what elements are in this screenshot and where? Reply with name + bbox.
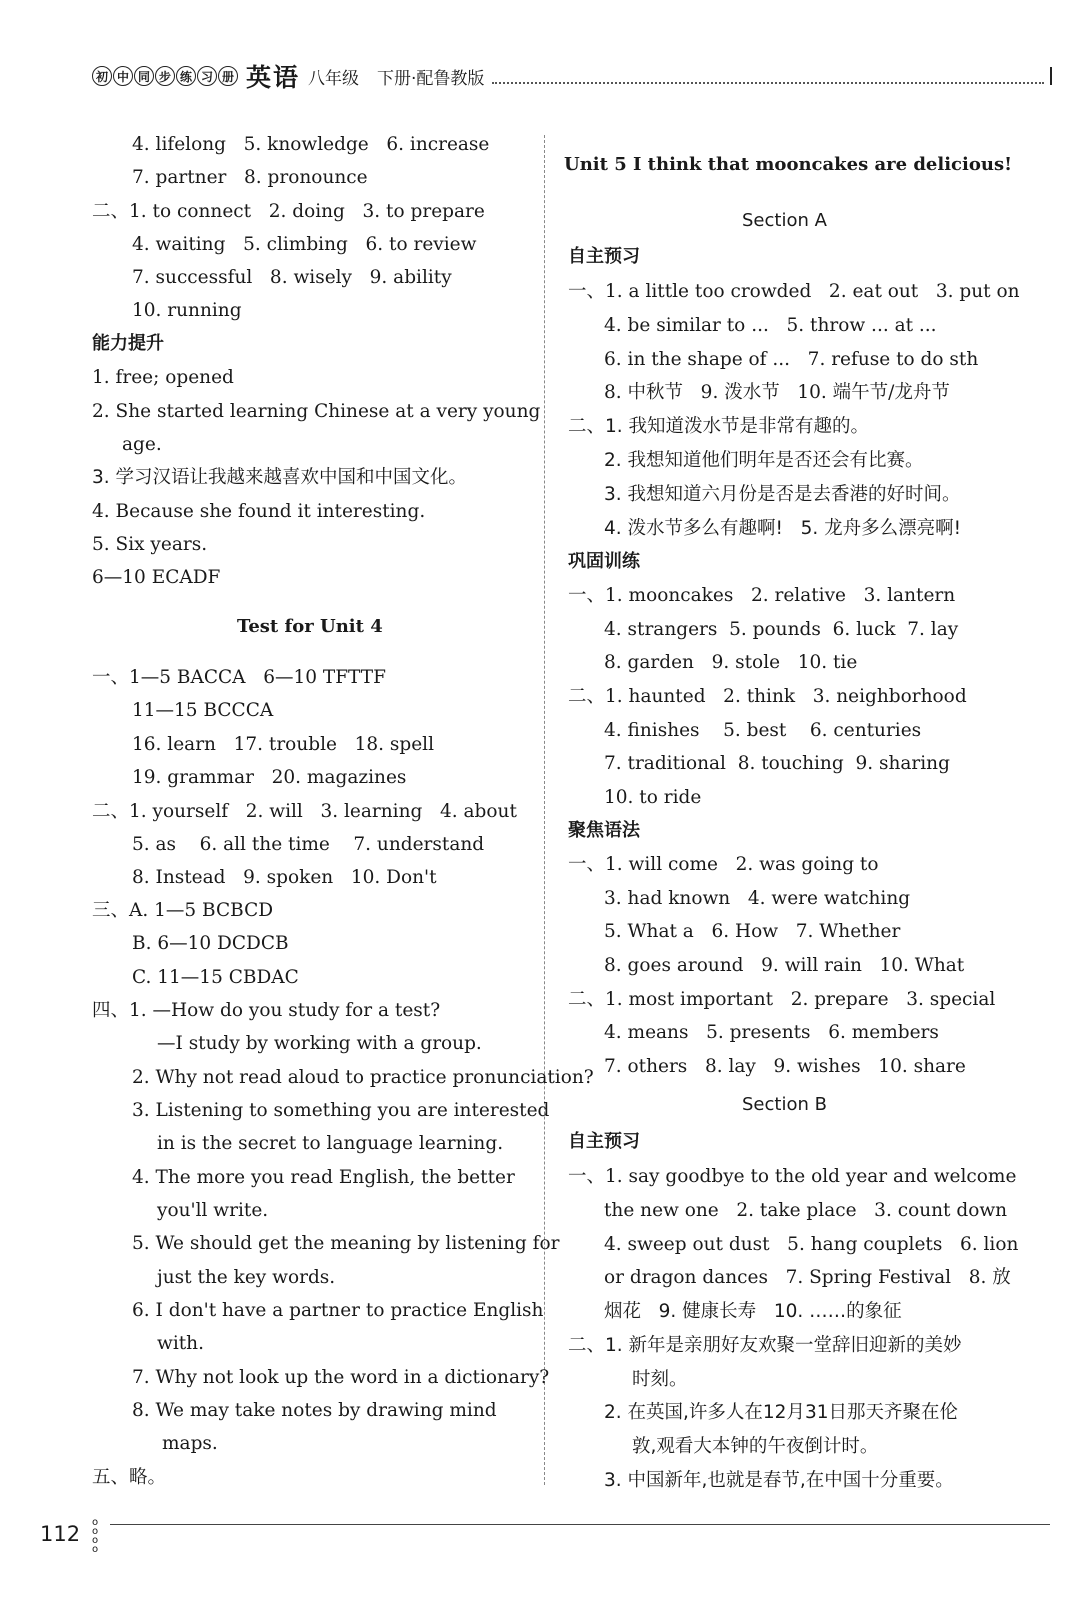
answer-line: 一、1. mooncakes 2. relative 3. lantern bbox=[568, 585, 956, 606]
answer-line: 二、1. haunted 2. think 3. neighborhood bbox=[568, 686, 967, 707]
answer-line: 5. What a 6. How 7. Whether bbox=[604, 921, 901, 942]
answer-line: 4. finishes 5. best 6. centuries bbox=[604, 720, 922, 741]
answer-line: 2. 在英国,许多人在12月31日那天齐聚在伦 bbox=[604, 1402, 958, 1423]
answer-line: 10. to ride bbox=[604, 787, 702, 808]
answer-line: 二、1. 我知道泼水节是非常有趣的。 bbox=[568, 416, 870, 437]
answer-line: 一、1. say goodbye to the old year and welcome bbox=[568, 1166, 1017, 1187]
answer-line: 6—10 ECADF bbox=[92, 567, 221, 588]
answer-line: C. 11—15 CBDAC bbox=[132, 967, 299, 988]
answer-line: 4. means 5. presents 6. members bbox=[604, 1022, 939, 1043]
brand-char: 初 bbox=[92, 66, 112, 86]
answer-line: just the key words. bbox=[157, 1267, 336, 1288]
answer-line: 一、1—5 BACCA 6—10 TFTTF bbox=[92, 667, 386, 688]
subject-title: 英语 bbox=[246, 63, 301, 92]
answer-line: 7. others 8. lay 9. wishes 10. share bbox=[604, 1056, 966, 1077]
answer-line: 五、略。 bbox=[92, 1467, 167, 1488]
section-a-title: Section A bbox=[742, 210, 827, 231]
answer-line: 8. Instead 9. spoken 10. Don't bbox=[132, 867, 437, 888]
answer-line: 8. 中秋节 9. 泼水节 10. 端午节/龙舟节 bbox=[604, 382, 950, 403]
header-dotted-rule bbox=[492, 68, 1044, 84]
answer-line: 3. 学习汉语让我越来越喜欢中国和中国文化。 bbox=[92, 467, 468, 488]
answer-line: 5. as 6. all the time 7. understand bbox=[132, 834, 485, 855]
answer-line: 5. Six years. bbox=[92, 534, 208, 555]
answer-line: 7. Why not look up the word in a dictionary? bbox=[132, 1367, 550, 1388]
left-column bbox=[92, 130, 594, 1500]
section-b-title: Section B bbox=[742, 1094, 827, 1115]
answer-line: age. bbox=[122, 434, 162, 455]
brand-char: 册 bbox=[218, 66, 238, 86]
right-column bbox=[564, 130, 1020, 1500]
answer-line: 二、1. to connect 2. doing 3. to prepare bbox=[92, 201, 485, 222]
answer-line: 四、1. —How do you study for a test? bbox=[92, 1000, 441, 1021]
answer-line: 10. running bbox=[132, 300, 242, 321]
answer-line: 5. We should get the meaning by listening for bbox=[132, 1233, 560, 1254]
answer-line: 8. goes around 9. will rain 10. What bbox=[604, 955, 965, 976]
brand-char: 中 bbox=[113, 66, 133, 86]
answer-line: 4. sweep out dust 5. hang couplets 6. lion bbox=[604, 1234, 1019, 1255]
brand-char: 练 bbox=[176, 66, 196, 86]
brand-char: 步 bbox=[155, 66, 175, 86]
section-heading: 巩固训练 bbox=[568, 551, 640, 572]
answer-line: 二、1. yourself 2. will 3. learning 4. about bbox=[92, 801, 517, 822]
answer-line: 4. lifelong 5. knowledge 6. increase bbox=[132, 134, 490, 155]
header-end-mark bbox=[1050, 67, 1052, 85]
answer-line: 3. had known 4. were watching bbox=[604, 888, 911, 909]
brand-char: 习 bbox=[197, 66, 217, 86]
answer-line: 7. traditional 8. touching 9. sharing bbox=[604, 753, 950, 774]
answer-line: 烟花 9. 健康长寿 10. ……的象征 bbox=[604, 1301, 902, 1322]
answer-line: with. bbox=[157, 1333, 204, 1354]
answer-line: 一、1. a little too crowded 2. eat out 3. put on bbox=[568, 281, 1020, 302]
answer-line: 4. strangers 5. pounds 6. luck 7. lay bbox=[604, 619, 959, 640]
answer-line: 11—15 BCCCA bbox=[132, 700, 274, 721]
answer-line: in is the secret to language learning. bbox=[157, 1133, 504, 1154]
answer-line: 7. successful 8. wisely 9. ability bbox=[132, 267, 452, 288]
page-header bbox=[92, 58, 1052, 94]
answer-line: 4. Because she found it interesting. bbox=[92, 501, 426, 522]
answer-line: 16. learn 17. trouble 18. spell bbox=[132, 734, 434, 755]
page-number: 112 bbox=[40, 1522, 81, 1546]
answer-line: —I study by working with a group. bbox=[157, 1033, 482, 1054]
footer-rule bbox=[110, 1524, 1050, 1525]
answer-line: 6. I don't have a partner to practice English bbox=[132, 1300, 544, 1321]
section-heading: 自主预习 bbox=[568, 246, 640, 267]
answer-line: 一、1. will come 2. was going to bbox=[568, 854, 879, 875]
column-divider bbox=[544, 135, 545, 1485]
answer-line: 4. waiting 5. climbing 6. to review bbox=[132, 234, 477, 255]
answer-line: 2. Why not read aloud to practice pronunciation? bbox=[132, 1067, 594, 1088]
answer-line: the new one 2. take place 3. count down bbox=[604, 1200, 1008, 1221]
answer-line: 3. Listening to something you are interested bbox=[132, 1100, 550, 1121]
footer-ornament: o o o o bbox=[92, 1517, 99, 1555]
answer-line: 2. She started learning Chinese at a very young bbox=[92, 401, 541, 422]
answer-line: B. 6—10 DCDCB bbox=[132, 933, 289, 954]
answer-line: 二、1. most important 2. prepare 3. special bbox=[568, 989, 996, 1010]
answer-line: 3. 中国新年,也就是春节,在中国十分重要。 bbox=[604, 1470, 954, 1491]
section-heading: 自主预习 bbox=[568, 1131, 640, 1152]
answer-line: 3. 我想知道六月份是否是去香港的好时间。 bbox=[604, 484, 961, 505]
series-logo bbox=[92, 66, 238, 86]
grade-label: 八年级 bbox=[308, 68, 360, 89]
answer-line: you'll write. bbox=[157, 1200, 269, 1221]
answer-line: 4. 泼水节多么有趣啊! 5. 龙舟多么漂亮啊! bbox=[604, 518, 962, 539]
answer-line: 2. 我想知道他们明年是否还会有比赛。 bbox=[604, 450, 924, 471]
answer-line: 8. garden 9. stole 10. tie bbox=[604, 652, 858, 673]
answer-line: 6. in the shape of ... 7. refuse to do sth bbox=[604, 349, 979, 370]
answer-line: 二、1. 新年是亲朋好友欢聚一堂辞旧迎新的美妙 bbox=[568, 1335, 962, 1356]
answer-line: 7. partner 8. pronounce bbox=[132, 167, 368, 188]
test-title: Test for Unit 4 bbox=[237, 616, 383, 637]
edition-label: 下册·配鲁教版 bbox=[377, 68, 485, 89]
answer-line: 8. We may take notes by drawing mind bbox=[132, 1400, 497, 1421]
answer-line: 时刻。 bbox=[632, 1369, 688, 1390]
answer-line: 敦,观看大本钟的午夜倒计时。 bbox=[632, 1436, 879, 1457]
answer-line: or dragon dances 7. Spring Festival 8. 放 bbox=[604, 1267, 1011, 1288]
page-footer bbox=[0, 1500, 1091, 1600]
brand-char: 同 bbox=[134, 66, 154, 86]
answer-line: 4. The more you read English, the better bbox=[132, 1167, 515, 1188]
answer-line: maps. bbox=[162, 1433, 218, 1454]
unit-title: Unit 5 I think that mooncakes are delicious! bbox=[564, 154, 1012, 175]
section-heading: 能力提升 bbox=[92, 333, 164, 354]
answer-line: 1. free; opened bbox=[92, 367, 234, 388]
section-heading: 聚焦语法 bbox=[568, 820, 640, 841]
answer-line: 三、A. 1—5 BCBCD bbox=[92, 900, 274, 921]
answer-line: 19. grammar 20. magazines bbox=[132, 767, 407, 788]
answer-line: 4. be similar to ... 5. throw ... at ... bbox=[604, 315, 937, 336]
